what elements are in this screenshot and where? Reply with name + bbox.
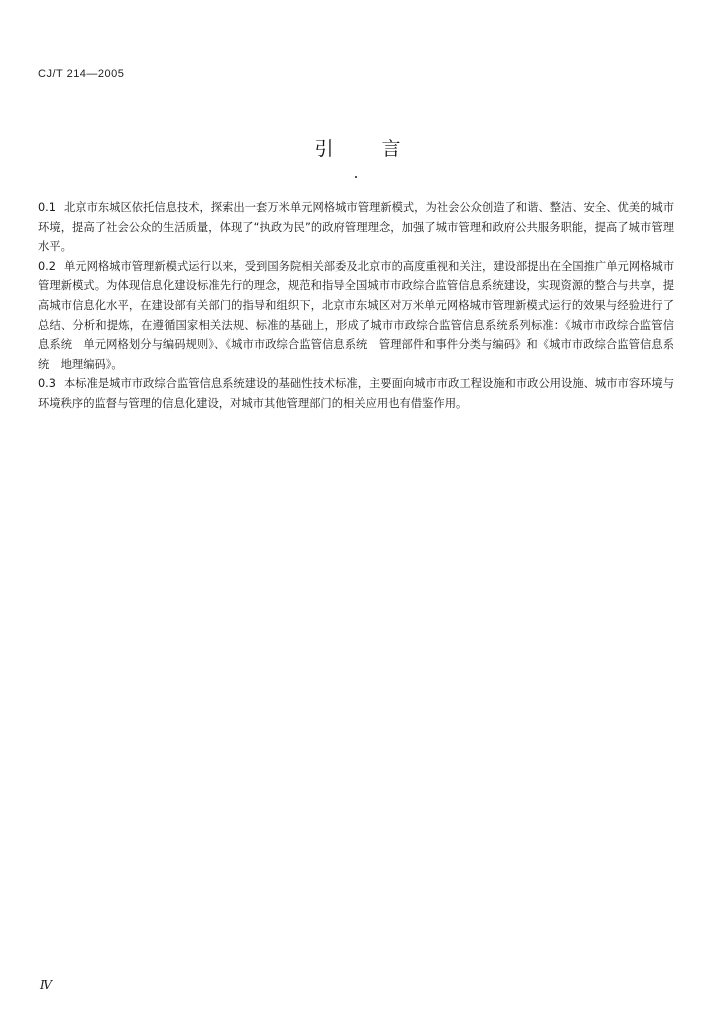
title-char-2: 言 (381, 138, 401, 160)
paragraph-text: 单元网格城市管理新模式运行以来，受到国务院相关部委及北京市的高度重视和关注，建设部提出在全国推广单元网格城市管理新模式。为体现信息化建设标准先行的理念，规范和指导全国城市市政综合监管信息系统建设，实现资源的整合与共享，提高城市信息化水平，在建设部有关部门的指导和组织下，北京市东城区对万米单元网格城市管理新模式运行的效果与经验进行了总结、分析和提炼，在遵循国家相关法规、标准的基础上，形成了城市市政综合监管信息系统系列标准：《城市市政综合监管信息系统 单元网格划分与编码规则》、《城市市政综合监管信息系统 管理部件和事件分类与编码》和《城市市政综合监管信息系统 地理编码》。 (38, 259, 675, 371)
paragraph-number: 0.1 (38, 201, 56, 214)
paragraph-0-1 (38, 198, 674, 257)
paragraph-number: 0.2 (38, 259, 56, 273)
paragraph-text: 本标准是城市市政综合监管信息系统建设的基础性技术标准，主要面向城市市政工程设施和市政公用设施、城市市容环境与环境秩序的监督与管理的信息化建设，对城市其他管理部门的相关应用也有借鉴作用。 (38, 377, 675, 410)
page-title (0, 134, 715, 161)
title-char-1: 引 (314, 138, 334, 160)
paragraph-0-2 (38, 257, 674, 375)
paragraph-number: 0.3 (38, 377, 56, 391)
paragraph-0-3 (38, 374, 674, 413)
introduction-body (38, 198, 674, 414)
page-number: Ⅳ (40, 978, 52, 992)
standard-code: CJ/T 214—2005 (38, 68, 125, 80)
decorative-dot (355, 176, 357, 178)
paragraph-text: 北京市东城区依托信息技术，探索出一套万米单元网格城市管理新模式，为社会公众创造了和谐、整洁、安全、优美的城市环境，提高了社会公众的生活质量，体现了“执政为民”的政府管理理念，加强了城市管理和政府公共服务职能，提高了城市管理水平。 (38, 201, 675, 254)
